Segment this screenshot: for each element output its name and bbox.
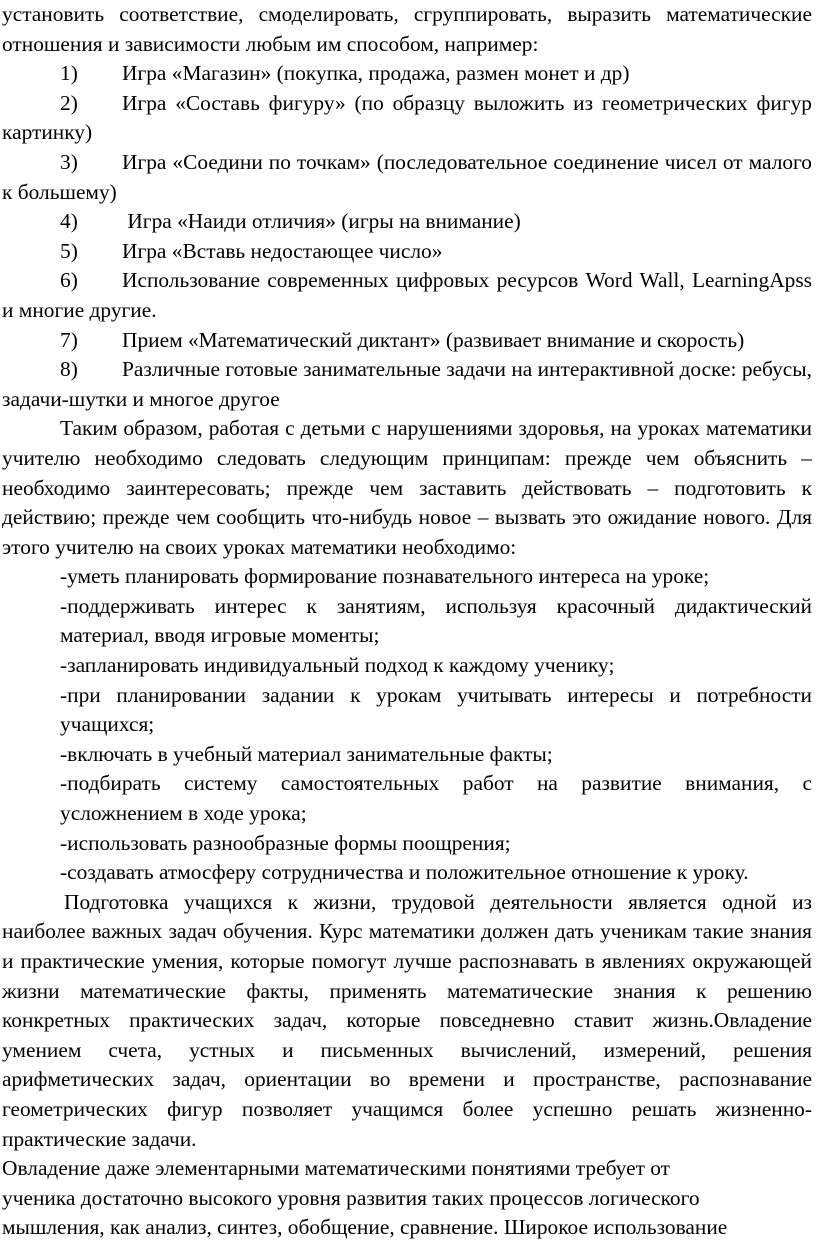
list-item — [2, 237, 812, 267]
list-item — [2, 59, 812, 89]
list-item — [2, 89, 812, 148]
list-item-number: 6) — [60, 268, 78, 293]
list-item-text: Игра «Соедини по точкам» (последовательное соединение чисел от малого к большему) — [2, 149, 812, 204]
bullet-item: -поддерживать интерес к занятиям, используя красочный дидактический материал, вводя игровые моменты; — [60, 593, 812, 648]
summary-paragraph: Таким образом, работая с детьми с нарушениями здоровья, на уроках математики учителю необходимо следовать следующим принципам: прежде чем объяснить – необходимо заинтересовать; прежде чем заставить действовать – подготовить к действию; прежде чем сообщить что-нибудь новое – вызвать это ожидание нового. Для этого учителю на своих уроках математики необходимо: — [2, 416, 812, 559]
closing-paragraph — [2, 1154, 812, 1243]
bullet-item: -включать в учебный материал занимательные факты; — [60, 741, 553, 766]
numbered-list — [2, 59, 812, 414]
list-item-text: Игра «Наиди отличия» (игры на внимание) — [122, 209, 521, 234]
list-item-number: 5) — [60, 238, 78, 263]
list-item-number: 1) — [60, 61, 78, 86]
bullet-item: -создавать атмосферу сотрудничества и положительное отношение к уроку. — [60, 860, 749, 885]
list-item-number: 3) — [60, 149, 78, 174]
list-item-text: Прием «Математический диктант» (развивает внимание и скорость) — [122, 327, 745, 352]
intro-paragraph: установить соответствие, смоделировать, сгруппировать, выразить математические отношения и зависимости любым им способом, например: — [2, 2, 812, 56]
bullet-item: -запланировать индивидуальный подход к каждому ученику; — [60, 653, 615, 678]
list-item-number: 4) — [60, 209, 78, 234]
list-item-number: 8) — [60, 357, 78, 382]
closing-line: мышления, как анализ, синтез, обобщение, сравнение. Широкое использование — [2, 1215, 728, 1240]
bullet-item: -подбирать систему самостоятельных работ на развитие внимания, с усложнением в ходе урока; — [60, 771, 812, 826]
bullet-list — [2, 562, 812, 888]
closing-line: ученика достаточно высокого уровня развития таких процессов логического — [2, 1185, 700, 1210]
list-item — [2, 148, 812, 207]
list-item-text: Игра «Составь фигуру» (по образцу выложить из геометрических фигур картинку) — [2, 90, 812, 145]
list-item — [2, 326, 812, 356]
list-item — [2, 266, 812, 325]
preparation-paragraph: Подготовка учащихся к жизни, трудовой деятельности является одной из наиболее важных задач обучения. Курс математики должен дать ученикам такие знания и практические умения, которые помогут лучше распознавать в явлениях окружающей жизни математические факты, применять математические знания к решению конкретных практических задач, которые повседневно ставит жизнь.Овладение умением счета, устных и письменных вычислений, измерений, решения арифметических задач, ориентации во времени и пространстве, распознавание геометрических фигур позволяет учащимся более успешно решать жизненно-практические задачи. — [2, 889, 812, 1151]
list-item — [2, 207, 812, 237]
list-item — [2, 355, 812, 414]
bullet-item: -уметь планировать формирование познавательного интереса на уроке; — [60, 564, 710, 589]
list-item-number: 2) — [60, 90, 78, 115]
bullet-item: -использовать разнообразные формы поощрения; — [60, 830, 511, 855]
list-item-text: Различные готовые занимательные задачи на интерактивной доске: ребусы, задачи-шутки и многое другое — [2, 357, 812, 411]
closing-line: Овладение даже элементарными математическими понятиями требует от — [2, 1156, 671, 1181]
list-item-text: Использование современных цифровых ресурсов Word Wall, LearningApss и многие другие. — [2, 268, 812, 322]
list-item-number: 7) — [60, 327, 78, 352]
bullet-item: -при планировании задании к урокам учитывать интересы и потребности учащихся; — [60, 682, 812, 737]
list-item-text: Игра «Магазин» (покупка, продажа, размен монет и др) — [122, 61, 630, 86]
list-item-text: Игра «Вставь недостающее число» — [122, 238, 443, 263]
